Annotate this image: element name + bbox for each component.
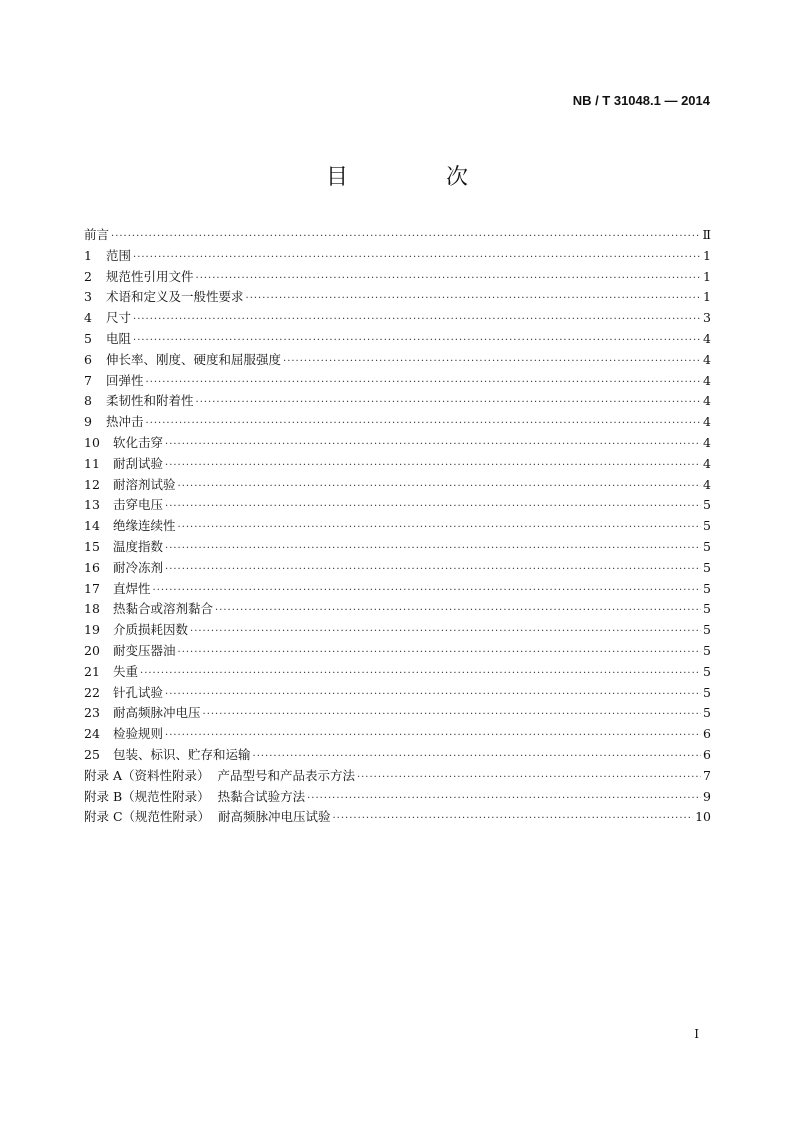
toc-entry-page: 1 — [703, 289, 711, 305]
toc-leader-dots — [178, 643, 701, 664]
toc-entry[interactable] — [84, 662, 711, 683]
toc-entry-page: 5 — [703, 622, 711, 638]
toc-title: 目 次 — [325, 165, 506, 190]
toc-entry-page: 4 — [703, 455, 711, 471]
toc-entry-label: 尺寸 — [106, 310, 132, 326]
toc-entry-number: 6 — [84, 351, 92, 367]
page-number: I — [694, 1027, 699, 1041]
toc-entry-number: 14 — [84, 518, 100, 534]
toc-entry-number: 5 — [84, 330, 92, 346]
toc-leader-dots — [133, 248, 701, 269]
toc-entry-page: 4 — [703, 476, 711, 492]
toc-entry[interactable] — [84, 350, 711, 371]
toc-entry[interactable] — [84, 433, 711, 454]
toc-entry-label: 耐刮试验 — [113, 455, 164, 471]
toc-entry-label: 电阻 — [106, 330, 132, 346]
toc-entry-label: 附录 A（资料性附录） 产品型号和产品表示方法 — [84, 767, 355, 783]
toc-entry[interactable] — [84, 641, 711, 662]
toc-entry[interactable] — [84, 225, 711, 246]
toc-entry-label: 温度指数 — [113, 538, 164, 554]
toc-entry-number: 9 — [84, 414, 92, 430]
toc-entry[interactable] — [84, 267, 711, 288]
toc-entry[interactable] — [84, 329, 711, 350]
toc-entry[interactable] — [84, 766, 711, 787]
toc-entry[interactable] — [84, 745, 711, 766]
toc-leader-dots — [133, 310, 701, 331]
toc-entry-label: 直焊性 — [113, 580, 151, 596]
toc-leader-dots — [203, 705, 701, 726]
toc-leader-dots — [111, 227, 700, 248]
toc-entry-number: 2 — [84, 268, 92, 284]
toc-entry-page: 6 — [703, 726, 711, 742]
toc-entry-number: 11 — [84, 455, 100, 471]
toc-entry-page: 4 — [703, 351, 711, 367]
toc-entry-number: 3 — [84, 289, 92, 305]
toc-entry[interactable] — [84, 558, 711, 579]
toc-entry-label: 耐冷冻剂 — [113, 559, 164, 575]
toc-entry-number: 25 — [84, 746, 100, 762]
toc-entry-page: Ⅱ — [702, 227, 711, 242]
toc-leader-dots — [165, 726, 701, 747]
toc-entry-number: 24 — [84, 726, 100, 742]
toc-entry[interactable] — [84, 495, 711, 516]
toc-entry-number: 17 — [84, 580, 100, 596]
toc-entry-page: 9 — [703, 788, 711, 804]
toc-entry[interactable] — [84, 371, 711, 392]
toc-leader-dots — [215, 601, 701, 622]
toc-leader-dots — [178, 477, 701, 498]
toc-leader-dots — [196, 393, 701, 414]
toc-entry-page: 5 — [703, 642, 711, 658]
toc-entry[interactable] — [84, 683, 711, 704]
toc-entry-number: 8 — [84, 393, 92, 409]
standard-code: NB / T 31048.1 — 2014 — [572, 93, 710, 108]
toc-entry[interactable] — [84, 807, 711, 828]
toc-entry-label: 软化击穿 — [113, 434, 164, 450]
toc-leader-dots — [283, 352, 701, 373]
toc-entry-number: 12 — [84, 476, 100, 492]
toc-leader-dots — [333, 809, 694, 830]
toc-entry-page: 5 — [703, 518, 711, 534]
toc-entry-label: 柔韧性和附着性 — [106, 393, 194, 409]
toc-entry-label: 范围 — [106, 247, 132, 263]
toc-entry-label: 包装、标识、贮存和运输 — [113, 746, 251, 762]
toc-leader-dots — [146, 373, 701, 394]
toc-leader-dots — [253, 747, 701, 768]
toc-entry[interactable] — [84, 579, 711, 600]
toc-entry-page: 5 — [703, 705, 711, 721]
table-of-contents — [84, 225, 711, 828]
toc-entry[interactable] — [84, 246, 711, 267]
toc-entry-page: 5 — [703, 580, 711, 596]
toc-entry-page: 4 — [703, 434, 711, 450]
toc-entry-number: 10 — [84, 434, 100, 450]
toc-entry[interactable] — [84, 516, 711, 537]
toc-entry-label: 附录 C（规范性附录） 耐高频脉冲电压试验 — [84, 809, 331, 825]
toc-entry-number: 16 — [84, 559, 100, 575]
toc-entry-page: 5 — [703, 559, 711, 575]
toc-entry-page: 4 — [703, 330, 711, 346]
toc-leader-dots — [178, 518, 701, 539]
toc-leader-dots — [133, 331, 701, 352]
toc-entry-page: 5 — [703, 684, 711, 700]
toc-entry-page: 1 — [703, 268, 711, 284]
toc-entry-label: 击穿电压 — [113, 497, 164, 513]
toc-entry-page: 5 — [703, 497, 711, 513]
toc-entry-label: 耐高频脉冲电压 — [113, 705, 201, 721]
toc-entry-label: 回弹性 — [106, 372, 144, 388]
toc-entry-number: 1 — [84, 247, 92, 263]
toc-leader-dots — [196, 269, 701, 290]
toc-entry-label: 前言 — [84, 227, 110, 242]
toc-entry[interactable] — [84, 391, 711, 412]
toc-entry-number: 7 — [84, 372, 92, 388]
toc-entry-page: 1 — [703, 247, 711, 263]
toc-leader-dots — [165, 497, 701, 518]
toc-entry-page: 10 — [695, 809, 711, 825]
toc-entry[interactable] — [84, 454, 711, 475]
toc-entry-number: 18 — [84, 601, 100, 617]
toc-leader-dots — [165, 560, 701, 581]
toc-entry-page: 3 — [703, 310, 711, 326]
toc-leader-dots — [165, 685, 701, 706]
toc-leader-dots — [246, 289, 701, 310]
toc-entry[interactable] — [84, 475, 711, 496]
toc-entry[interactable] — [84, 537, 711, 558]
toc-entry[interactable] — [84, 599, 711, 620]
toc-entry-number: 13 — [84, 497, 100, 513]
toc-leader-dots — [146, 414, 701, 435]
toc-entry-label: 介质损耗因数 — [113, 622, 189, 638]
toc-entry-label: 热黏合或溶剂黏合 — [113, 601, 214, 617]
toc-entry[interactable] — [84, 287, 711, 308]
toc-entry-page: 5 — [703, 601, 711, 617]
toc-entry-label: 附录 B（规范性附录） 热黏合试验方法 — [84, 788, 306, 804]
toc-entry-label: 伸长率、刚度、硬度和屈服强度 — [106, 351, 282, 367]
toc-entry-number: 4 — [84, 310, 92, 326]
toc-entry-number: 15 — [84, 538, 100, 554]
toc-entry-page: 5 — [703, 538, 711, 554]
toc-leader-dots — [190, 622, 701, 643]
toc-leader-dots — [165, 435, 701, 456]
toc-leader-dots — [165, 456, 701, 477]
toc-entry-number: 23 — [84, 705, 100, 721]
toc-entry-label: 失重 — [113, 663, 139, 679]
toc-entry-label: 绝缘连续性 — [113, 518, 176, 534]
toc-entry-label: 针孔试验 — [113, 684, 164, 700]
toc-entry-page: 6 — [703, 746, 711, 762]
toc-entry-number: 19 — [84, 622, 100, 638]
toc-entry-page: 5 — [703, 663, 711, 679]
toc-entry-label: 耐变压器油 — [113, 642, 176, 658]
toc-leader-dots — [357, 768, 701, 789]
toc-entry-number: 20 — [84, 642, 100, 658]
toc-entry-page: 4 — [703, 393, 711, 409]
toc-entry[interactable] — [84, 412, 711, 433]
toc-leader-dots — [307, 789, 701, 810]
toc-entry-number: 21 — [84, 663, 100, 679]
toc-entry-label: 术语和定义及一般性要求 — [106, 289, 244, 305]
toc-entry[interactable] — [84, 724, 711, 745]
toc-leader-dots — [165, 539, 701, 560]
toc-entry[interactable] — [84, 308, 711, 329]
toc-entry-page: 4 — [703, 414, 711, 430]
toc-leader-dots — [153, 581, 701, 602]
toc-entry-page: 4 — [703, 372, 711, 388]
toc-leader-dots — [140, 664, 701, 685]
toc-entry-label: 规范性引用文件 — [106, 268, 194, 284]
toc-entry-label: 检验规则 — [113, 726, 164, 742]
toc-entry[interactable] — [84, 620, 711, 641]
toc-entry-label: 热冲击 — [106, 414, 144, 430]
toc-entry-number: 22 — [84, 684, 100, 700]
toc-entry-page: 7 — [703, 767, 711, 783]
toc-entry-label: 耐溶剂试验 — [113, 476, 176, 492]
toc-entry[interactable] — [84, 787, 711, 808]
toc-entry[interactable] — [84, 703, 711, 724]
